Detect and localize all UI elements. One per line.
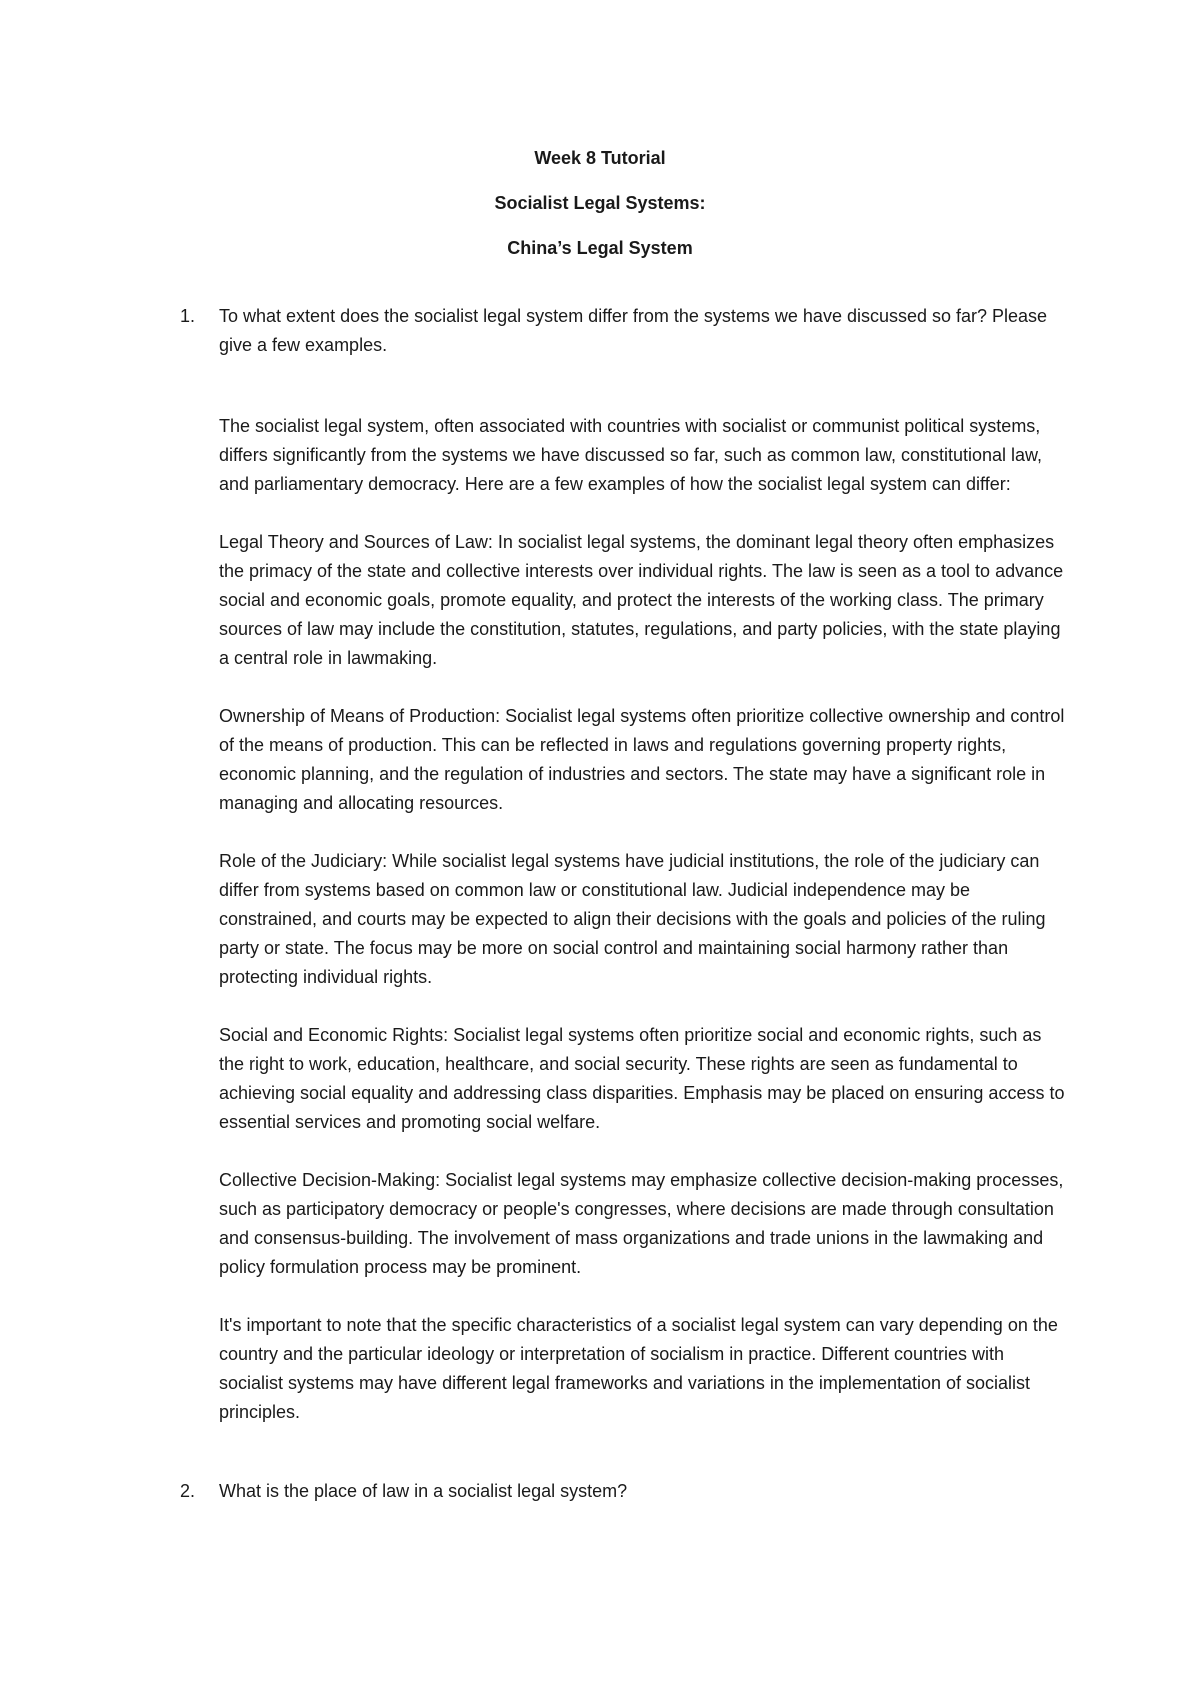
answer-paragraph-intro: The socialist legal system, often associated with countries with socialist or communist political systems, differs significantly from the systems we have discussed so far, such as common law, constitutional law, and parliamentary democracy. Here are a few examples of how the socialist legal system can differ: [219, 416, 1043, 494]
document-subtitle: Socialist Legal Systems: [494, 193, 706, 213]
answer-paragraph-rights: Social and Economic Rights: Socialist legal systems often prioritize social and economic rights, such as the right to work, education, healthcare, and social security. These rights are seen as fundamental to achieving social equality and addressing class disparities. Emphasis may be placed on ensuring access to essential services and promoting social welfare. [219, 1025, 1065, 1132]
answer-paragraph-judiciary: Role of the Judiciary: While socialist legal systems have judicial institutions, the role of the judiciary can differ from systems based on common law or constitutional law. Judicial independence may be constrained, and courts may be expected to align their decisions with the goals and policies of the ruling party or state. The focus may be more on social control and maintaining social harmony rather than protecting individual rights. [219, 851, 1046, 987]
answer-paragraph-conclusion: It's important to note that the specific characteristics of a socialist legal system can vary depending on the country and the particular ideology or interpretation of socialism in practice. Different countries with socialist systems may have different legal frameworks and variations in the implementation of socialist principles. [219, 1315, 1058, 1422]
title-block [0, 146, 1200, 281]
question-2 [180, 1477, 1060, 1506]
document-title: Week 8 Tutorial [534, 148, 666, 168]
answer-paragraph-legal-theory: Legal Theory and Sources of Law: In socialist legal systems, the dominant legal theory often emphasizes the primacy of the state and collective interests over individual rights. The law is seen as a tool to advance social and economic goals, promote equality, and protect the interests of the working class. The primary sources of law may include the constitution, statutes, regulations, and party policies, with the state playing a central role in lawmaking. [219, 532, 1064, 668]
question-text: To what extent does the socialist legal system differ from the systems we have discussed so far? Please give a few examples. [219, 306, 1048, 355]
answer-1 [219, 412, 1065, 1427]
document-subtitle-2: China’s Legal System [507, 238, 693, 258]
answer-paragraph-collective: Collective Decision-Making: Socialist legal systems may emphasize collective decision-making processes, such as participatory democracy or people's congresses, where decisions are made through consultation and consensus-building. The involvement of mass organizations and trade unions in the lawmaking and policy formulation process may be prominent. [219, 1170, 1064, 1277]
answer-paragraph-ownership: Ownership of Means of Production: Socialist legal systems often prioritize collective ownership and control of the means of production. This can be reflected in laws and regulations governing property rights, economic planning, and the regulation of industries and sectors. The state may have a significant role in managing and allocating resources. [219, 706, 1065, 813]
question-1 [180, 302, 1060, 360]
question-text: What is the place of law in a socialist legal system? [219, 1481, 628, 1501]
question-number: 1. [180, 306, 196, 326]
question-number: 2. [180, 1481, 196, 1501]
